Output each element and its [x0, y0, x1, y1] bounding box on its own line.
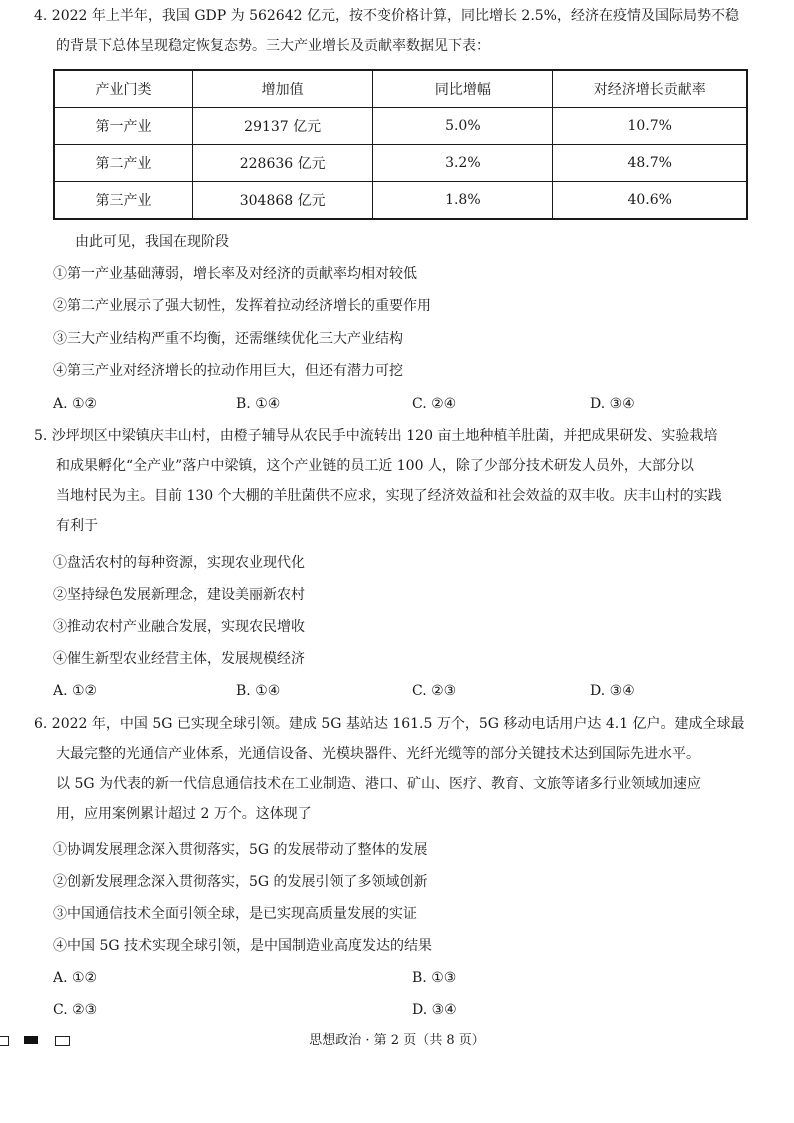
- q6-statement-2: ②创新发展理念深入贯彻落实，5G 的发展引领了多领域创新: [53, 874, 428, 890]
- q5-stem-line-3: 当地村民为主。目前 130 个大棚的羊肚菌供不应求，实现了经济效益和社会效益的双丰收。庆丰山村的实践: [56, 488, 722, 504]
- q4-choice-a[interactable]: A. ①②: [53, 396, 98, 412]
- q5-stem: [34, 421, 779, 541]
- q5-choice-c[interactable]: C. ②③: [412, 683, 457, 699]
- q4-choice-b[interactable]: B. ①④: [236, 396, 281, 412]
- q5-choices: [53, 681, 753, 701]
- q6-stem-line-1: 6. 2022 年，中国 5G 已实现全球引领。建成 5G 基站达 161.5 万个，5G 移动电话用户达 4.1 亿户。建成全球最: [34, 716, 745, 732]
- table-cell: 29137 亿元: [193, 108, 373, 145]
- table-cell: 3.2%: [373, 145, 553, 182]
- table-header-row: [54, 70, 747, 108]
- q4-choice-d[interactable]: D. ③④: [590, 396, 635, 412]
- q4-stem: [34, 1, 779, 61]
- q6-choice-d[interactable]: D. ③④: [412, 1002, 457, 1018]
- q5-stem-line-4: 有利于: [56, 518, 98, 534]
- table-cell: 40.6%: [553, 182, 747, 220]
- q4-choices: [53, 394, 753, 414]
- q6-choice-a[interactable]: A. ①②: [53, 970, 98, 986]
- table-cell: 第一产业: [54, 108, 193, 145]
- table-cell: 10.7%: [553, 108, 747, 145]
- table-header-cell: 产业门类: [54, 70, 193, 108]
- industry-data-table: [53, 69, 748, 220]
- q4-lead: 由此可见，我国在现阶段: [75, 234, 229, 250]
- table-cell: 第三产业: [54, 182, 193, 220]
- q4-stem-line-2: 的背景下总体呈现稳定恢复态势。三大产业增长及贡献率数据见下表：: [56, 38, 490, 54]
- q6-stem-line-3: 以 5G 为代表的新一代信息通信技术在工业制造、港口、矿山、医疗、教育、文旅等诸多行业领域加速应: [56, 776, 701, 792]
- q5-stem-line-2: 和成果孵化“全产业”落户中梁镇，这个产业链的员工近 100 人，除了少部分技术研发人员外，大部分以: [56, 458, 694, 474]
- q6-choices-row-1: [53, 968, 753, 988]
- q5-choice-a[interactable]: A. ①②: [53, 683, 98, 699]
- table-cell: 304868 亿元: [193, 182, 373, 220]
- table-cell: 1.8%: [373, 182, 553, 220]
- q4-statement-3: ③三大产业结构严重不均衡，还需继续优化三大产业结构: [53, 331, 403, 347]
- q5-statement-2: ②坚持绿色发展新理念，建设美丽新农村: [53, 587, 305, 603]
- table-cell: 5.0%: [373, 108, 553, 145]
- q6-stem-line-4: 用，应用案例累计超过 2 万个。这体现了: [56, 806, 312, 822]
- q5-choice-d[interactable]: D. ③④: [590, 683, 635, 699]
- table-header-cell: 对经济增长贡献率: [553, 70, 747, 108]
- q4-choice-c[interactable]: C. ②④: [412, 396, 457, 412]
- table-cell: 228636 亿元: [193, 145, 373, 182]
- q5-stem-line-1: 5. 沙坪坝区中梁镇庆丰山村，由橙子辅导从农民手中流转出 120 亩土地种植羊肚菌，并把成果研发、实验栽培: [34, 428, 718, 444]
- q4-statement-1: ①第一产业基础薄弱，增长率及对经济的贡献率均相对较低: [53, 266, 417, 282]
- q6-statement-1: ①协调发展理念深入贯彻落实，5G 的发展带动了整体的发展: [53, 842, 428, 858]
- q4-statement-2: ②第二产业展示了强大韧性，发挥着拉动经济增长的重要作用: [53, 298, 431, 314]
- page-footer: [0, 1032, 794, 1050]
- q4-stem-line-1: 4. 2022 年上半年，我国 GDP 为 562642 亿元，按不变价格计算，同比增长 2.5%，经济在疫情及国际局势不稳: [34, 8, 739, 24]
- table-header-cell: 增加值: [193, 70, 373, 108]
- q6-statement-3: ③中国通信技术全面引领全球，是已实现高质量发展的实证: [53, 906, 417, 922]
- q6-choice-c[interactable]: C. ②③: [53, 1002, 98, 1018]
- page-number: 思想政治 · 第 2 页（共 8 页）: [309, 1033, 485, 1048]
- table-row: [54, 182, 747, 220]
- q6-choice-b[interactable]: B. ①③: [412, 970, 457, 986]
- q6-stem-line-2: 大最完整的光通信产业体系，光通信设备、光模块器件、光纤光缆等的部分关键技术达到国际先进水平。: [56, 746, 700, 762]
- q5-statement-1: ①盘活农村的每种资源，实现农业现代化: [53, 555, 305, 571]
- q5-statement-4: ④催生新型农业经营主体，发展规模经济: [53, 651, 305, 667]
- q5-statement-3: ③推动农村产业融合发展，实现农民增收: [53, 619, 305, 635]
- table-row: [54, 145, 747, 182]
- q6-choices-row-2: [53, 1000, 753, 1020]
- q6-stem: [34, 709, 779, 829]
- table-cell: 48.7%: [553, 145, 747, 182]
- q5-choice-b[interactable]: B. ①④: [236, 683, 281, 699]
- q4-statement-4: ④第三产业对经济增长的拉动作用巨大，但还有潜力可挖: [53, 363, 403, 379]
- table-row: [54, 108, 747, 145]
- table-cell: 第二产业: [54, 145, 193, 182]
- table-header-cell: 同比增幅: [373, 70, 553, 108]
- q6-statement-4: ④中国 5G 技术实现全球引领，是中国制造业高度发达的结果: [53, 938, 432, 954]
